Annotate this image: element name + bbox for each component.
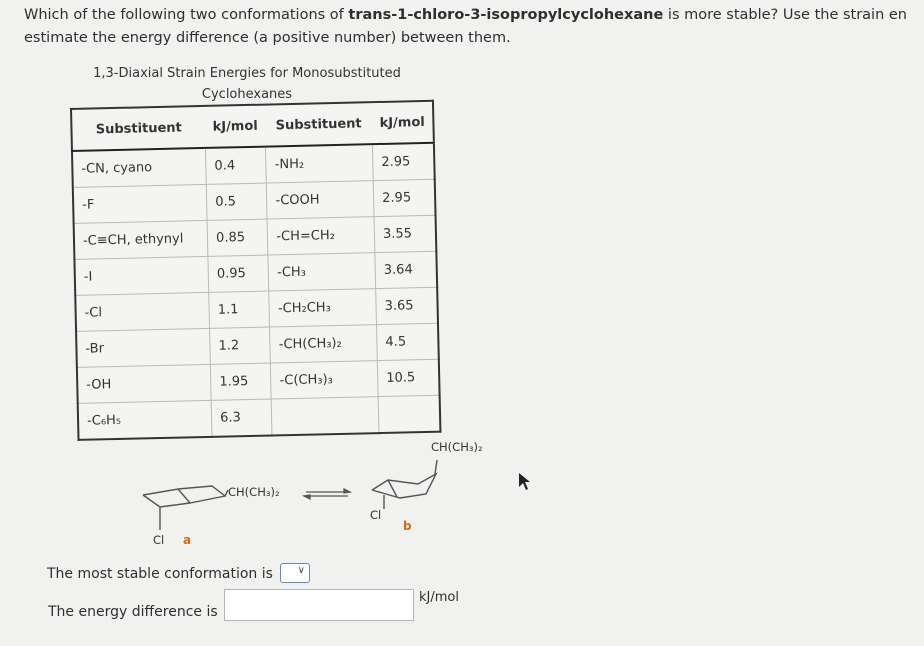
- cell-substituent: -C(CH₃)₃: [271, 361, 378, 399]
- conformation-a-label: a: [183, 533, 192, 547]
- cell-energy: 4.5: [377, 323, 439, 360]
- cell-energy: 1.95: [210, 363, 271, 400]
- cell-energy: 0.5: [206, 183, 267, 220]
- cell-energy: 3.55: [374, 215, 436, 252]
- cell-substituent: -CH₂CH₃: [269, 289, 376, 327]
- cell-energy: 3.64: [375, 251, 437, 288]
- question-line2: estimate the energy difference (a positive number) between them.: [24, 30, 511, 46]
- cell-energy: [378, 395, 440, 433]
- cell-substituent: -Br: [76, 328, 210, 367]
- chair-b-icon: [372, 460, 437, 509]
- mouse-cursor-icon: [518, 472, 532, 492]
- cell-substituent: -CH₃: [268, 253, 375, 291]
- header-kjmol-1: kJ/mol: [205, 105, 266, 148]
- energy-difference-input[interactable]: [224, 589, 414, 621]
- cell-substituent: -COOH: [267, 181, 374, 219]
- compound-name: trans-1-chloro-3-isopropylcyclohexane: [348, 7, 664, 23]
- cell-substituent: -C₆H₅: [78, 400, 212, 440]
- cell-substituent: [272, 397, 379, 436]
- cell-substituent: -NH₂: [266, 144, 373, 183]
- header-substituent-1: Substituent: [71, 106, 206, 151]
- question-line1-pre: Which of the following two conformations of: [24, 7, 349, 23]
- right-isopropyl-group: CH(CH₃)₂: [431, 440, 483, 454]
- left-isopropyl-group: CH(CH₃)₂: [228, 485, 280, 499]
- cell-energy: 2.95: [373, 179, 435, 216]
- cell-substituent: -CN, cyano: [72, 148, 206, 188]
- cell-substituent: -I: [74, 256, 208, 295]
- cell-substituent: -OH: [77, 364, 211, 403]
- cell-substituent: -Cl: [75, 292, 209, 331]
- caption-line1: 1,3-Diaxial Strain Energies for Monosubstituted: [93, 66, 401, 81]
- left-chloro-group: Cl: [153, 533, 165, 547]
- question-text: [24, 4, 924, 50]
- chevron-down-icon: ∨: [297, 565, 305, 576]
- cell-energy: 0.4: [206, 147, 267, 185]
- cell-substituent: -CH=CH₂: [267, 217, 374, 255]
- conformation-b-label: b: [403, 519, 412, 533]
- chair-a-icon: [143, 486, 228, 530]
- cell-energy: 3.65: [376, 287, 438, 324]
- header-kjmol-2: kJ/mol: [372, 101, 434, 144]
- table-caption: [80, 63, 414, 105]
- right-chloro-group: Cl: [370, 508, 382, 522]
- caption-line2: Cyclohexanes: [201, 87, 293, 102]
- cell-energy: 0.85: [207, 219, 268, 256]
- cell-energy: 10.5: [377, 359, 439, 396]
- energy-unit-label: kJ/mol: [419, 590, 459, 605]
- question-line1-post: is more stable? Use the strain en: [663, 7, 907, 23]
- energy-difference-label: The energy difference is: [48, 604, 218, 620]
- cell-energy: 6.3: [211, 399, 272, 437]
- stable-conformation-select[interactable]: [280, 563, 310, 583]
- cell-substituent: -CH(CH₃)₂: [270, 325, 377, 363]
- cell-energy: 1.1: [209, 291, 270, 328]
- header-substituent-2: Substituent: [265, 102, 373, 146]
- cell-energy: 1.2: [210, 327, 271, 364]
- cell-energy: 2.95: [372, 143, 434, 181]
- chair-structures: [0, 440, 862, 560]
- cell-energy: 0.95: [208, 255, 269, 292]
- cell-substituent: -C≡CH, ethynyl: [74, 220, 208, 259]
- strain-energy-table: [70, 100, 441, 441]
- equilibrium-arrows-icon: [304, 489, 350, 499]
- table-row: [78, 395, 441, 440]
- cell-substituent: -F: [73, 184, 207, 223]
- stable-conformation-label: The most stable conformation is: [47, 566, 273, 582]
